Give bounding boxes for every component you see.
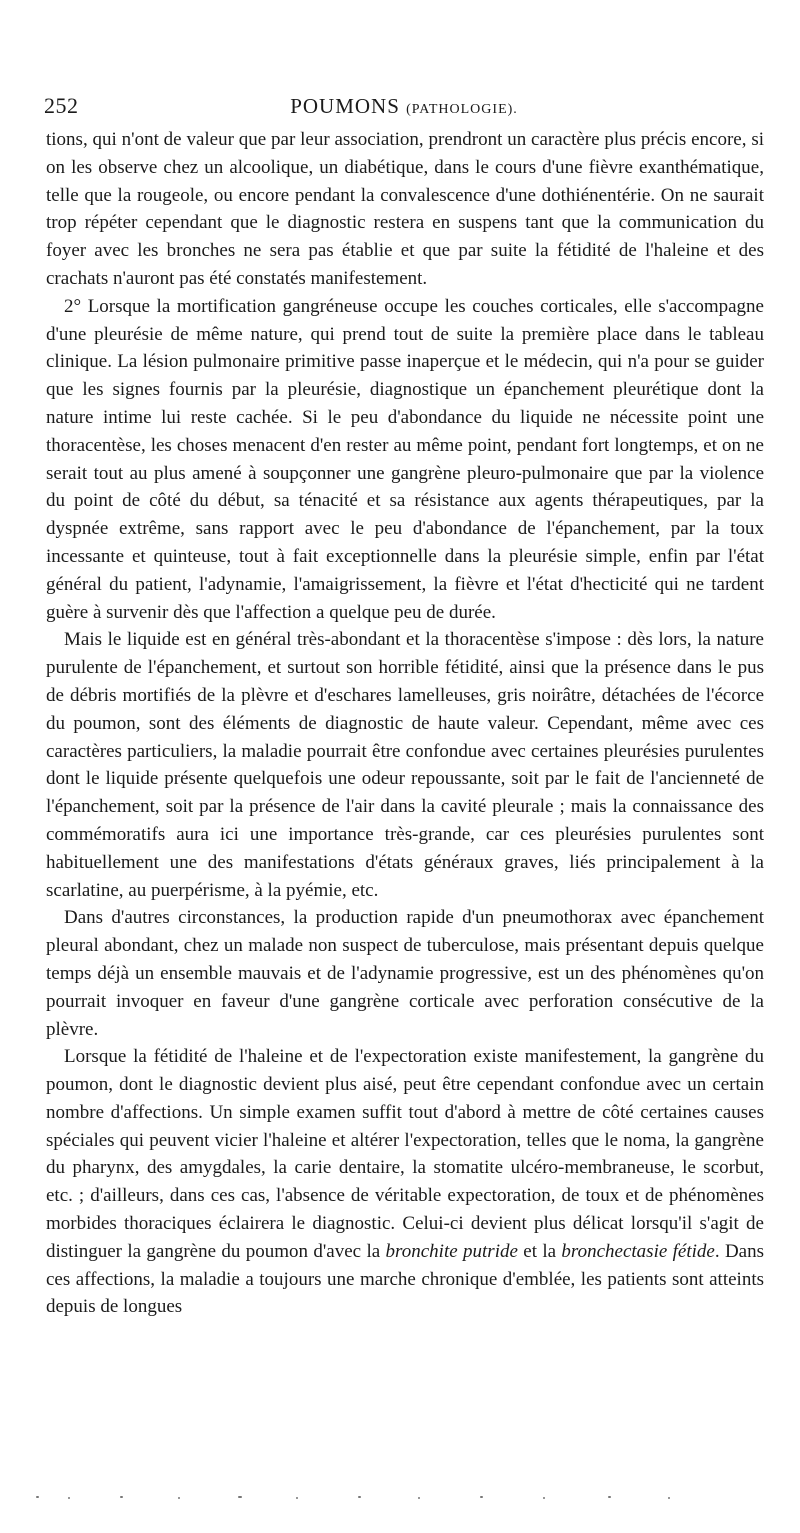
speck bbox=[36, 1496, 39, 1498]
running-title bbox=[44, 92, 764, 124]
page-number: 252 bbox=[44, 93, 79, 118]
paragraph-thoracentesis: Mais le liquide est en général très-abondant et la thoracentèse s'impose : dès lors, la nature purulente de l'épanchement, et surtout son horrible fétidité, ainsi que la présence dans le pus de débris mortifiés de la plèvre et d'eschares lamelleuses, gris noirâtre, détachées de l'écorce du poumon, sont des éléments de diagnostic de haute valeur. Cependant, même avec ces caractères particuliers, la maladie pourrait être confondue avec certaines pleurésies purulentes dont le liquide présente quelquefois une odeur repoussante, soit par le fait de l'ancienneté de l'épanchement, soit par la présence de l'air dans la cavité pleurale ; mais la connaissance des commémoratifs aura ici une importance très-grande, car ces pleurésies purulentes sont habituellement une des manifestations d'états généraux graves, liés principalement à la scarlatine, au puerpérisme, à la pyémie, etc. bbox=[46, 629, 764, 901]
speck bbox=[480, 1496, 483, 1498]
speck bbox=[668, 1497, 670, 1499]
differential-text: Lorsque la fétidité de l'haleine et de l'expectoration existe manifestement, la gangrène du poumon, dont le diagnostic devient plus aisé, peut être cependant confondue avec un certain nombre d'affections. Un simple examen suffit tout d'abord à mettre de côté certaines causes spéciales qui peuvent vicier l'haleine et altérer l'expectoration, telles que le noma, la gangrène du pharynx, des amygdales, la carie dentaire, la stomatite ulcéro-membraneuse, le scorbut, etc. ; d'ailleurs, dans ces cas, l'absence de véritable expectoration, de toux et de phénomènes morbides thoraciques éclairera le diagnostic. Celui-ci devient plus délicat lorsqu'il s'agit de distinguer la gangrène du poumon d'avec la bbox=[46, 1046, 764, 1262]
running-title-sub: (PATHOLOGIE). bbox=[406, 102, 518, 117]
paragraph-continuation: tions, qui n'ont de valeur que par leur association, prendront un caractère plus précis encore, si on les observe chez un alcoolique, un diabétique, dans le cours d'une fièvre exanthématique, telle que la rougeole, ou encore pendant la convalescence d'une dothiénentérie. On ne saurait trop répéter cependant que le diagnostic restera en suspens tant que la communication du foyer avec les bronches ne sera pas établie et que par suite la fétidité de l'haleine et des crachats n'auront pas été constatés manifestement. bbox=[46, 129, 764, 289]
joiner-text: et la bbox=[517, 1240, 562, 1262]
speck bbox=[68, 1497, 70, 1499]
term-bronchectasie-fetide: bronchectasie fétide bbox=[561, 1240, 715, 1262]
page-header bbox=[44, 92, 764, 120]
scan-specks bbox=[28, 1494, 728, 1500]
speck bbox=[358, 1496, 361, 1498]
differential-tail: . Dans ces affections, la maladie a toujours une marche chronique d'emblée, les patients sont atteints depuis de longues bbox=[46, 1240, 764, 1318]
speck bbox=[238, 1496, 242, 1498]
body-text bbox=[46, 126, 764, 1321]
paragraph-differential-diagnosis bbox=[46, 1043, 764, 1321]
term-bronchite-putride: bronchite putride bbox=[385, 1240, 518, 1262]
paragraph-cortical-gangrene: 2° Lorsque la mortification gangréneuse occupe les couches corticales, elle s'accompagne d'une pleurésie de même nature, qui prend tout de suite la première place dans le tableau clinique. La lésion pulmonaire primitive passe inaperçue et le médecin, qui n'a pour se guider que les signes fournis par la pleurésie, diagnostique un épanchement pleurétique dont la nature intime lui reste cachée. Si le peu d'abondance du liquide ne nécessite point une thoracentèse, les choses menacent d'en rester au même point, pendant fort longtemps, et on ne serait tout au plus amené à soupçonner une gangrène pleuro-pulmonaire que par la violence du point de côté du début, sa ténacité et sa résistance aux agents thérapeutiques, par la dyspnée extrême, sans rapport avec le peu d'abondance de l'épanchement, par la toux incessante et quinteuse, tout à fait exceptionnelle dans la pleurésie simple, enfin par l'état général du patient, l'adynamie, l'amaigrissement, la fièvre et l'état d'hecticité qui ne tardent guère à survenir dès que l'affection a quelque peu de durée. bbox=[46, 295, 764, 623]
speck bbox=[543, 1497, 545, 1499]
speck bbox=[178, 1497, 180, 1499]
speck bbox=[608, 1496, 611, 1498]
speck bbox=[296, 1497, 298, 1499]
paragraph-pneumothorax: Dans d'autres circonstances, la production rapide d'un pneumothorax avec épanchement pleural abondant, chez un malade non suspect de tuberculose, mais présentant depuis quelque temps déjà un ensemble mauvais et de l'adynamie progressive, est un des phénomènes qu'on pourrait invoquer en faveur d'une gangrène corticale avec perforation consécutive de la plèvre. bbox=[46, 907, 764, 1040]
speck bbox=[418, 1497, 420, 1499]
speck bbox=[120, 1496, 123, 1498]
running-title-main: POUMONS bbox=[290, 94, 400, 118]
